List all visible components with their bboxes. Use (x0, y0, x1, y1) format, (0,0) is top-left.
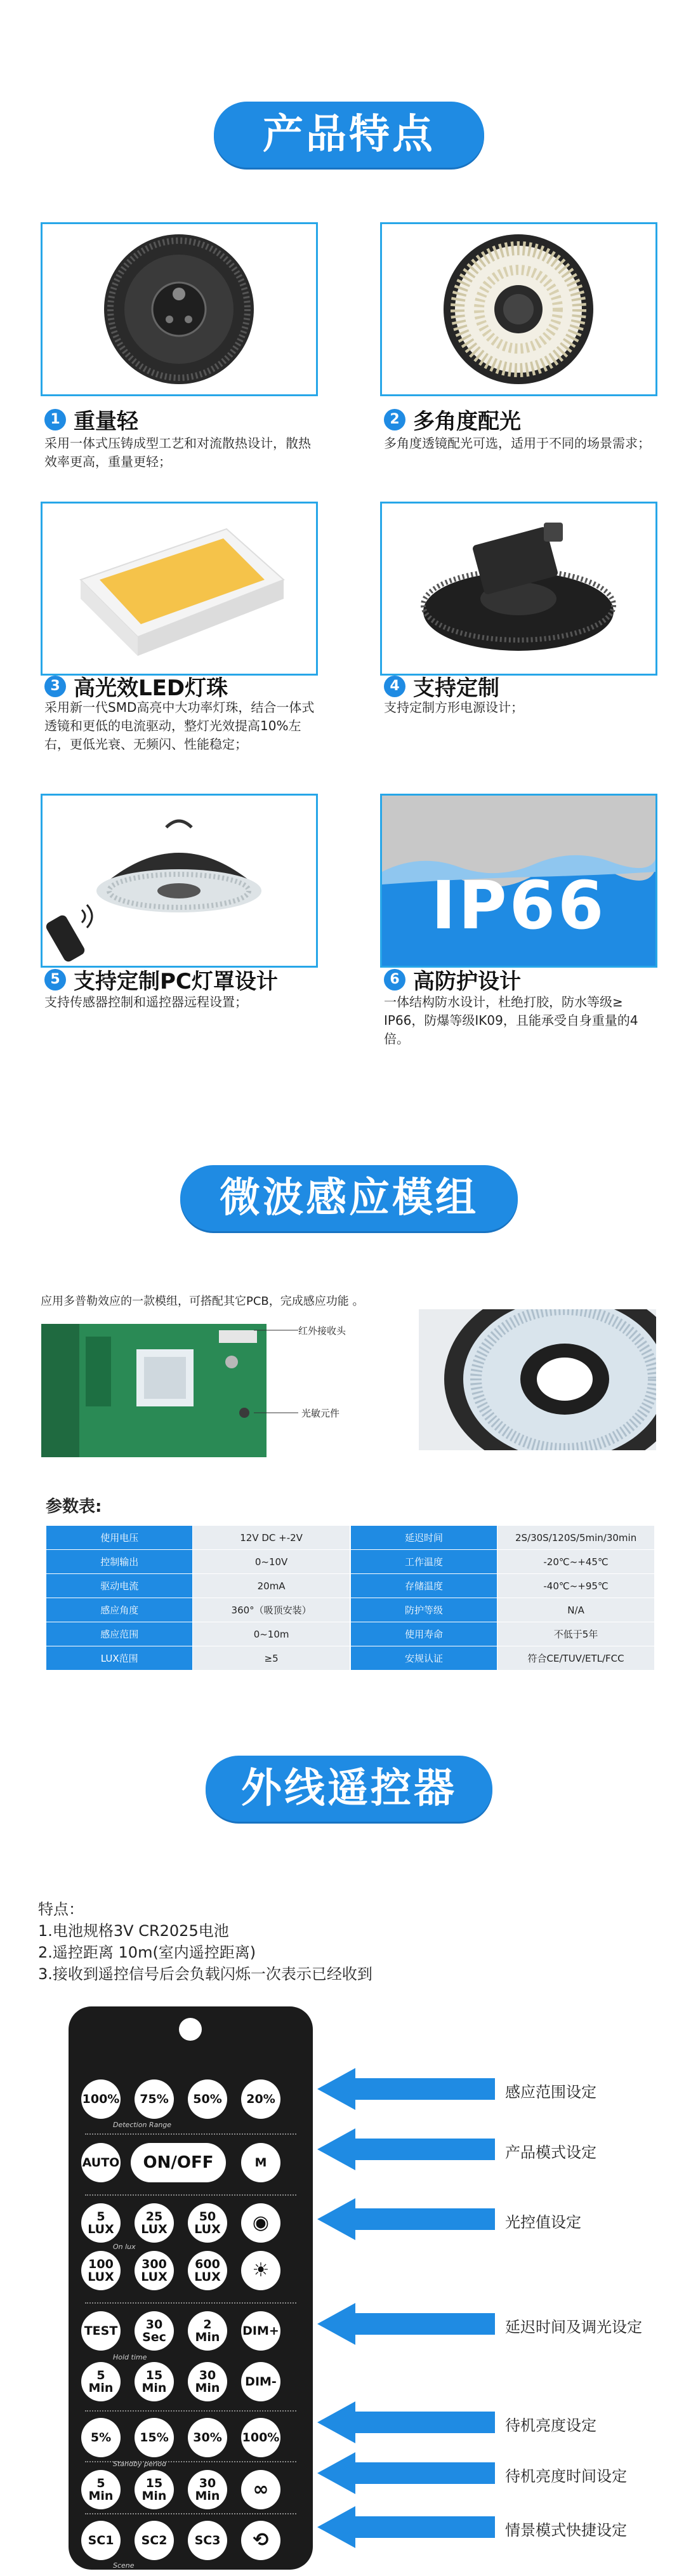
param-value: N/A (497, 1598, 655, 1622)
remote-divider (85, 2513, 296, 2514)
callout-label: 感应范围设定 (505, 2083, 596, 2101)
feature-title: 高防护设计 (413, 969, 521, 994)
remote-button-label: 5 (96, 2476, 105, 2490)
remote-button-label: LUX (141, 2222, 168, 2236)
param-key: 控制输出 (46, 1550, 193, 1574)
ir-window (179, 2018, 202, 2041)
callout-label: 待机亮度设定 (505, 2417, 596, 2434)
callout-arrow (317, 2198, 495, 2240)
remote-features (38, 1899, 372, 1985)
param-value: -20℃~+45℃ (497, 1550, 655, 1574)
param-key: 感应范围 (46, 1622, 193, 1646)
lamp-top-view-icon (43, 224, 316, 394)
remote-button-label: 5% (90, 2431, 112, 2445)
remote-button-r5-2[interactable] (188, 2311, 227, 2351)
feature-description: 支持传感器控制和遥控器远程设置； (44, 994, 247, 1010)
param-value: 0~10m (193, 1622, 350, 1646)
feature-title: 支持定制PC灯罩设计 (74, 969, 278, 994)
callout-arrow (317, 2452, 495, 2494)
remote-button-label: 30% (193, 2431, 222, 2445)
feature-description: 多角度透镜配光可选，适用于不同的场景需求； (384, 436, 650, 451)
remote-button-label: LUX (141, 2270, 168, 2284)
remote-button-label: 30 (199, 2476, 216, 2490)
callout-lines (254, 1324, 305, 1419)
remote-button-label: Min (195, 2489, 220, 2503)
led-chip-icon (43, 504, 316, 674)
remote-button-r8-1[interactable] (135, 2470, 174, 2509)
callout-arrow (317, 2303, 495, 2345)
remote-feature-item: 2.遥控距离 10m(室内遥控距离) (38, 1944, 256, 1961)
feature-5-header (44, 964, 278, 995)
params-table (46, 1525, 655, 1671)
remote-button-label: 30 (199, 2368, 216, 2382)
remote-button-label: 50% (193, 2092, 222, 2106)
remote-button-r6-2[interactable] (188, 2362, 227, 2401)
feature-4-image (380, 502, 657, 676)
remote-button-label: 25 (145, 2210, 163, 2224)
remote-button-label: LUX (194, 2270, 221, 2284)
remote-button-label: 30 (145, 2318, 163, 2332)
callout-label: 情景模式快捷设定 (505, 2521, 627, 2539)
feature-6-image (380, 794, 657, 968)
remote-button-r5-3[interactable] (241, 2311, 280, 2351)
remote-button-label: Min (195, 2330, 220, 2344)
remote-button-r2-1[interactable] (131, 2143, 226, 2182)
feature-number: 4 (384, 676, 405, 697)
remote-button-label: SC2 (141, 2533, 168, 2547)
section-title-remote: 外线遥控器 (206, 1756, 492, 1822)
remote-button-label: 20% (246, 2092, 275, 2106)
ip-rating-label: IP66 (431, 867, 607, 944)
remote-button-r6-1[interactable] (135, 2362, 174, 2401)
remote-features-heading: 特点： (38, 1900, 84, 1918)
remote-button-r1-2[interactable] (188, 2079, 227, 2119)
remote-button-label: DIM+ (242, 2324, 279, 2338)
remote-button-label: SC1 (88, 2533, 114, 2547)
remote-divider (85, 2302, 296, 2304)
feature-4-header (384, 671, 499, 702)
callout-label: 延迟时间及调光设定 (505, 2318, 642, 2336)
param-key: 使用电压 (46, 1526, 193, 1550)
remote-control (69, 2006, 313, 2570)
feature-number: 3 (44, 676, 66, 697)
remote-button-r1-1[interactable] (135, 2079, 174, 2119)
remote-button-r4-2[interactable] (188, 2251, 227, 2290)
param-value: 360°（吸顶安装） (193, 1598, 350, 1622)
params-row (46, 1574, 655, 1598)
param-key: 驱动电流 (46, 1574, 193, 1598)
remote-divider (85, 2410, 296, 2412)
remote-button-label: M (254, 2156, 267, 2170)
remote-button-r9-1[interactable] (135, 2521, 174, 2560)
lamp-closeup-icon (419, 1309, 656, 1450)
remote-button-label: 100% (242, 2431, 280, 2445)
remote-button-label: Min (88, 2489, 114, 2503)
remote-button-label: TEST (84, 2324, 118, 2338)
feature-title: 支持定制 (413, 676, 499, 701)
param-key: 存储温度 (350, 1574, 497, 1598)
remote-button-label: LUX (88, 2270, 114, 2284)
remote-button-label: 300 (142, 2257, 167, 2271)
remote-button-label: 15% (140, 2431, 169, 2445)
feature-title: 重量轻 (74, 409, 138, 434)
feature-title: 高光效LED灯珠 (74, 676, 228, 701)
remote-button-label: LUX (88, 2222, 114, 2236)
remote-button-r7-3[interactable] (241, 2418, 280, 2457)
feature-3-image (41, 502, 318, 676)
remote-button-r3-0[interactable] (81, 2203, 121, 2243)
param-value: 12V DC +-2V (193, 1526, 350, 1550)
remote-button-label: 100 (88, 2257, 114, 2271)
remote-button-r7-1[interactable] (135, 2418, 174, 2457)
remote-button-label: Sec (142, 2330, 166, 2344)
params-row (46, 1622, 655, 1646)
remote-button-r6-3[interactable] (241, 2362, 280, 2401)
feature-description: 一体结构防水设计，杜绝打胶，防水等级≥ IP66，防爆等级IK09，且能承受自身重量的4倍。 (384, 994, 638, 1046)
eye-icon[interactable]: ◉ (241, 2203, 280, 2243)
remote-button-r3-2[interactable] (188, 2203, 227, 2243)
remote-button-label: 2 (203, 2318, 212, 2332)
params-row (46, 1646, 655, 1671)
callout-arrow (317, 2068, 495, 2110)
remote-button-label: 75% (140, 2092, 169, 2106)
feature-description: 支持定制方形电源设计； (384, 700, 524, 715)
sun-icon[interactable]: ☀ (241, 2251, 280, 2290)
lamp-with-driver-icon (382, 504, 655, 674)
param-key: 防护等级 (350, 1598, 497, 1622)
param-key: 工作温度 (350, 1550, 497, 1574)
sensor-pcb-photo (41, 1324, 267, 1457)
feature-2-header (384, 404, 521, 435)
remote-divider (85, 2461, 296, 2462)
param-value: 不低于5年 (497, 1622, 655, 1646)
remote-button-r6-0[interactable] (81, 2362, 121, 2401)
feature-description: 采用新一代SMD高亮中大功率灯珠，结合一体式透镜和更低的电流驱动，整灯光效提高10%左右，更低光衰、无频闪、性能稳定； (44, 700, 315, 752)
remote-button-r5-0[interactable] (81, 2311, 121, 2351)
remote-button-r1-3[interactable] (241, 2079, 280, 2119)
param-value: ≥5 (193, 1646, 350, 1671)
ir-receiver-label: 红外接收头 (298, 1325, 346, 1337)
remote-button-r7-2[interactable] (188, 2418, 227, 2457)
remote-button-label: Min (195, 2381, 220, 2395)
section-title-features: 产品特点 (214, 102, 484, 168)
remote-button-r1-0[interactable] (81, 2079, 121, 2119)
param-key: 使用寿命 (350, 1622, 497, 1646)
remote-button-label: 100% (82, 2092, 120, 2106)
callout-label: 光控值设定 (505, 2213, 581, 2231)
remote-divider (85, 2133, 296, 2135)
param-value: 2S/30S/120S/5min/30min (497, 1526, 655, 1550)
feature-title: 多角度配光 (413, 409, 521, 434)
param-key: 安规认证 (350, 1646, 497, 1671)
feature-1-image (41, 222, 318, 396)
remote-button-label: Min (142, 2489, 167, 2503)
param-key: LUX范围 (46, 1646, 193, 1671)
params-title: 参数表: (46, 1497, 102, 1516)
feature-1-header (44, 404, 138, 435)
remote-divider (85, 2194, 296, 2196)
param-value: -40℃~+95℃ (497, 1574, 655, 1598)
remote-button-label: LUX (194, 2222, 221, 2236)
remote-button-r2-0[interactable] (81, 2143, 121, 2182)
sensor-intro: 应用多普勒效应的一款模组，可搭配其它PCB，完成感应功能 。 (41, 1295, 364, 1308)
remote-feature-item: 3.接收到遥控信号后会负载闪烁一次表示已经收到 (38, 1965, 372, 1983)
remote-group-label: On lux (113, 2243, 136, 2251)
feature-2-image (380, 222, 657, 396)
feature-number: 2 (384, 409, 405, 430)
remote-feature-item: 1.电池规格3V CR2025电池 (38, 1922, 229, 1940)
remote-group-label: Scene (113, 2561, 135, 2570)
remote-button-label: AUTO (82, 2156, 120, 2170)
feature-number: 6 (384, 969, 405, 991)
remote-button-label: 50 (199, 2210, 216, 2224)
callout-label: 待机亮度时间设定 (505, 2467, 627, 2485)
remote-button-label: 600 (195, 2257, 220, 2271)
remote-button-label: SC3 (194, 2533, 221, 2547)
feature-number: 1 (44, 409, 66, 430)
callout-label: 产品模式设定 (505, 2144, 596, 2161)
remote-group-label: Hold time (113, 2353, 147, 2361)
remote-button-r4-0[interactable] (81, 2251, 121, 2290)
callout-arrow (317, 2506, 495, 2548)
lamp-sensor-photo (419, 1309, 656, 1450)
remote-button-r3-1[interactable] (135, 2203, 174, 2243)
lamp-pc-cover-icon (43, 796, 316, 966)
remote-button-label: 5 (96, 2368, 105, 2382)
remote-button-label: ON/OFF (143, 2153, 214, 2172)
feature-description: 采用一体式压铸成型工艺和对流散热设计，散热效率更高，重量更轻； (44, 436, 311, 469)
remote-button-label: DIM- (245, 2375, 277, 2389)
remote-button-r8-0[interactable] (81, 2470, 121, 2509)
feature-3-header (44, 671, 228, 702)
feature-number: 5 (44, 969, 66, 991)
params-row (46, 1526, 655, 1550)
pcb-board-icon (41, 1324, 267, 1457)
infinity-icon[interactable]: ∞ (241, 2470, 280, 2509)
callout-arrow (317, 2128, 495, 2170)
params-row (46, 1598, 655, 1622)
callout-arrow (317, 2401, 495, 2443)
remote-button-r7-0[interactable] (81, 2418, 121, 2457)
param-value: 20mA (193, 1574, 350, 1598)
remote-group-label: Standby period (113, 2460, 167, 2468)
feature-5-image (41, 794, 318, 968)
section-title-sensor: 微波感应模组 (180, 1165, 518, 1231)
remote-button-label: Min (142, 2381, 167, 2395)
param-value: 符合CE/TUV/ETL/FCC (497, 1646, 655, 1671)
scene-icon[interactable]: ⟲ (241, 2521, 280, 2560)
params-row (46, 1550, 655, 1574)
remote-button-r5-1[interactable] (135, 2311, 174, 2351)
remote-button-r4-1[interactable] (135, 2251, 174, 2290)
lamp-bottom-view-icon (382, 224, 655, 394)
param-value: 0~10V (193, 1550, 350, 1574)
param-key: 延迟时间 (350, 1526, 497, 1550)
light-sensor-label: 光敏元件 (301, 1408, 340, 1419)
remote-button-r9-0[interactable] (81, 2521, 121, 2560)
remote-button-label: Min (88, 2381, 114, 2395)
remote-button-r9-2[interactable] (188, 2521, 227, 2560)
param-key: 感应角度 (46, 1598, 193, 1622)
remote-button-r2-2[interactable] (241, 2143, 280, 2182)
remote-button-label: 15 (145, 2368, 163, 2382)
remote-group-label: Detection Range (113, 2121, 172, 2129)
feature-6-header (384, 964, 521, 995)
remote-button-label: 5 (96, 2210, 105, 2224)
remote-button-r8-2[interactable] (188, 2470, 227, 2509)
remote-button-label: 15 (145, 2476, 163, 2490)
